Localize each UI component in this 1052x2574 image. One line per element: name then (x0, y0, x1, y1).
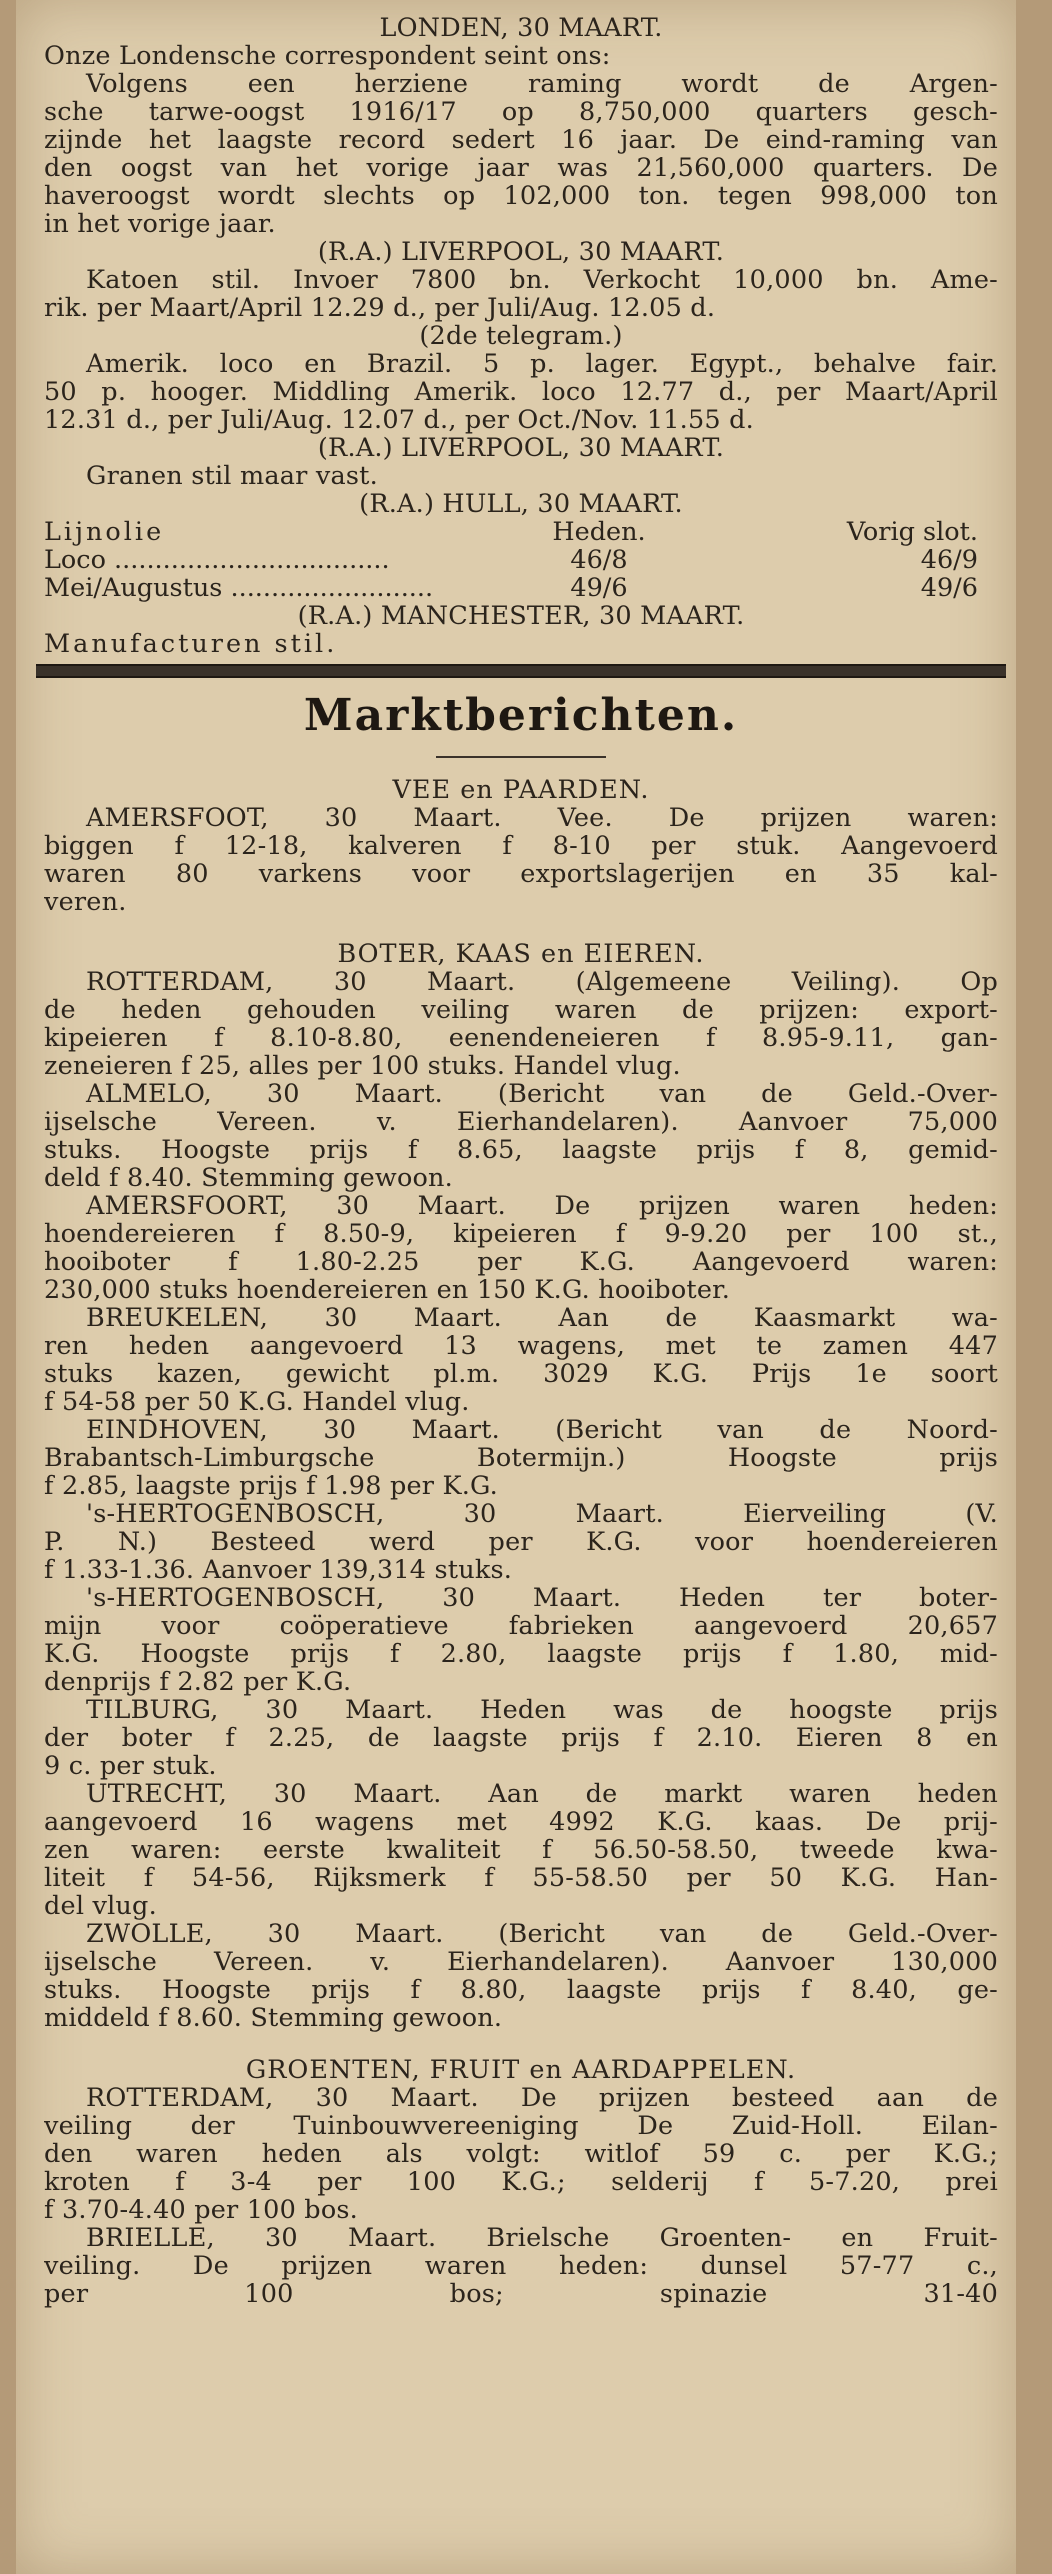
text-line: zijnde het laagste record sedert 16 jaar. De eind-raming van (44, 126, 998, 154)
text-line: hooiboter f 1.80-2.25 per K.G. Aangevoerd waren: (44, 1248, 998, 1276)
text-line: Amerik. loco en Brazil. 5 p. lager. Egypt., behalve fair. (86, 350, 998, 378)
text-line: per 100 bos; spinazie 31-40 (44, 2280, 998, 2308)
table-cell-previous: 49/6 (920, 573, 978, 603)
text-line: BREUKELEN, 30 Maart. Aan de Kaasmarkt wa- (86, 1304, 998, 1332)
text-line: de heden gehouden veiling waren de prijzen: export- (44, 996, 998, 1024)
text-line: der boter f 2.25, de laagste prijs f 2.10. Eieren 8 en (44, 1724, 998, 1752)
text-line: ROTTERDAM, 30 Maart. De prijzen besteed aan de (86, 2084, 998, 2112)
section-vee (44, 776, 998, 916)
dateline-manchester: (R.A.) MANCHESTER, 30 MAART. (297, 602, 745, 630)
table-cell-previous: 46/9 (920, 545, 978, 575)
text-line: ijselsche Vereen. v. Eierhandelaren). Aanvoer 75,000 (44, 1108, 998, 1136)
text-line: zen waren: eerste kwaliteit f 56.50-58.50, tweede kwa- (44, 1836, 998, 1864)
text-line: ZWOLLE, 30 Maart. (Bericht van de Geld.-Over- (86, 1920, 998, 1948)
text-line: AMERSFOOT, 30 Maart. Vee. De prijzen waren: (86, 804, 998, 832)
text-line: den waren heden als volgt: witlof 59 c. per K.G.; (44, 2140, 998, 2168)
text-line: kipeieren f 8.10-8.80, eenendeneieren f 8.95-9.11, gan- (44, 1024, 998, 1052)
section-groenten (44, 2056, 998, 2308)
text-line: ROTTERDAM, 30 Maart. (Algemeene Veiling). Op (86, 968, 998, 996)
masthead-underline (436, 756, 606, 758)
table-cell-today: 49/6 (570, 573, 628, 603)
dateline-liverpool: (R.A.) LIVERPOOL, 30 MAART. (317, 238, 725, 266)
text-line: mijn voor coöperatieve fabrieken aangevoerd 20,657 (44, 1612, 998, 1640)
text-line: AMERSFOORT, 30 Maart. De prijzen waren heden: (86, 1192, 998, 1220)
text-line: in het vorige jaar. (44, 210, 276, 238)
table-cell-label: Loco .................................. (44, 545, 390, 575)
dateline-hull: (R.A.) HULL, 30 MAART. (359, 490, 683, 518)
text-line: f 2.85, laagste prijs f 1.98 per K.G. (44, 1472, 498, 1500)
telegram-section (44, 14, 998, 658)
text-line: rik. per Maart/April 12.29 d., per Juli/Aug. 12.05 d. (44, 294, 716, 322)
text-line: TILBURG, 30 Maart. Heden was de hoogste prijs (86, 1696, 998, 1724)
section-boter (44, 940, 998, 2032)
text-line: denprijs f 2.82 per K.G. (44, 1668, 352, 1696)
text-line: ALMELO, 30 Maart. (Bericht van de Geld.-Over- (86, 1080, 998, 1108)
text-line: BRIELLE, 30 Maart. Brielsche Groenten- en Fruit- (86, 2224, 998, 2252)
price-table-header (44, 518, 998, 546)
table-row (44, 574, 998, 602)
text-line: stuks. Hoogste prijs f 8.80, laagste prijs f 8.40, ge- (44, 1976, 998, 2004)
table-head-commodity: Lijnolie (44, 517, 165, 547)
dateline-londen: LONDEN, 30 MAART. (379, 14, 663, 42)
text-line: Onze Londensche correspondent seint ons: (44, 42, 611, 70)
text-line: waren 80 varkens voor exportslagerijen en 35 kal- (44, 860, 998, 888)
article-column (44, 14, 998, 2308)
text-line: liteit f 54-56, Rijksmerk f 55-58.50 per 50 K.G. Han- (44, 1864, 998, 1892)
table-cell-label: Mei/Augustus ......................... (44, 573, 434, 603)
text-line: del vlug. (44, 1892, 157, 1920)
text-line: stuks. Hoogste prijs f 8.65, laagste prijs f 8, gemid- (44, 1136, 998, 1164)
text-line: hoendereieren f 8.50-9, kipeieren f 9-9.20 per 100 st., (44, 1220, 998, 1248)
text-line: 's-HERTOGENBOSCH, 30 Maart. Eierveiling (V. (86, 1500, 998, 1528)
text-line: Brabantsch-Limburgsche Botermijn.) Hoogste prijs (44, 1444, 998, 1472)
section-heading: BOTER, KAAS en EIEREN. (337, 940, 705, 968)
text-line: den oogst van het vorige jaar was 21,560,000 quarters. De (44, 154, 998, 182)
table-cell-today: 46/8 (570, 545, 628, 575)
section-heading: VEE en PAARDEN. (392, 776, 650, 804)
text-line: Manufacturen stil. (44, 630, 338, 658)
text-line: veiling. De prijzen waren heden: dunsel 57-77 c., (44, 2252, 998, 2280)
text-line: stuks kazen, gewicht pl.m. 3029 K.G. Prijs 1e soort (44, 1360, 998, 1388)
text-line: zeneieren f 25, alles per 100 stuks. Handel vlug. (44, 1052, 681, 1080)
text-line: 's-HERTOGENBOSCH, 30 Maart. Heden ter boter- (86, 1584, 998, 1612)
text-line: EINDHOVEN, 30 Maart. (Bericht van de Noord- (86, 1416, 998, 1444)
text-line: f 3.70-4.40 per 100 bos. (44, 2196, 358, 2224)
text-line: deld f 8.40. Stemming gewoon. (44, 1164, 453, 1192)
text-line: veren. (44, 888, 127, 916)
text-line: haveroogst wordt slechts op 102,000 ton. tegen 998,000 ton (44, 182, 998, 210)
spacer (44, 2032, 998, 2056)
newspaper-clipping (16, 0, 1016, 2574)
text-line: middeld f 8.60. Stemming gewoon. (44, 2004, 503, 2032)
text-line: Volgens een herziene raming wordt de Argen- (86, 70, 998, 98)
text-line: f 54-58 per 50 K.G. Handel vlug. (44, 1388, 470, 1416)
section-divider (36, 664, 1006, 678)
text-line: 230,000 stuks hoendereieren en 150 K.G. hooiboter. (44, 1276, 731, 1304)
text-line: ren heden aangevoerd 13 wagens, met te zamen 447 (44, 1332, 998, 1360)
text-line: f 1.33-1.36. Aanvoer 139,314 stuks. (44, 1556, 513, 1584)
text-line: Granen stil maar vast. (86, 462, 378, 490)
text-line: 12.31 d., per Juli/Aug. 12.07 d., per Oct./Nov. 11.55 d. (44, 406, 754, 434)
text-line: ijselsche Vereen. v. Eierhandelaren). Aanvoer 130,000 (44, 1948, 998, 1976)
text-line: aangevoerd 16 wagens met 4992 K.G. kaas. De prij- (44, 1808, 998, 1836)
masthead-title: Marktberichten. (303, 690, 739, 741)
spacer (44, 916, 998, 940)
telegram-note: (2de telegram.) (419, 322, 623, 350)
text-line: UTRECHT, 30 Maart. Aan de markt waren heden (86, 1780, 998, 1808)
text-line: sche tarwe-oogst 1916/17 op 8,750,000 quarters gesch- (44, 98, 998, 126)
text-line: 9 c. per stuk. (44, 1752, 217, 1780)
table-row (44, 546, 998, 574)
dateline-liverpool-2: (R.A.) LIVERPOOL, 30 MAART. (317, 434, 725, 462)
text-line: P. N.) Besteed werd per K.G. voor hoendereieren (44, 1528, 998, 1556)
table-head-previous: Vorig slot. (846, 517, 978, 547)
text-line: veiling der Tuinbouwvereeniging De Zuid-Holl. Eilan- (44, 2112, 998, 2140)
text-line: kroten f 3-4 per 100 K.G.; selderij f 5-7.20, prei (44, 2168, 998, 2196)
text-line: K.G. Hoogste prijs f 2.80, laagste prijs f 1.80, mid- (44, 1640, 998, 1668)
price-table (44, 518, 998, 602)
text-line: biggen f 12-18, kalveren f 8-10 per stuk. Aangevoerd (44, 832, 998, 860)
table-head-today: Heden. (552, 517, 646, 547)
text-line: 50 p. hooger. Middling Amerik. loco 12.77 d., per Maart/April (44, 378, 998, 406)
text-line: Katoen stil. Invoer 7800 bn. Verkocht 10,000 bn. Ame- (86, 266, 998, 294)
section-heading: GROENTEN, FRUIT en AARDAPPELEN. (245, 2056, 797, 2084)
